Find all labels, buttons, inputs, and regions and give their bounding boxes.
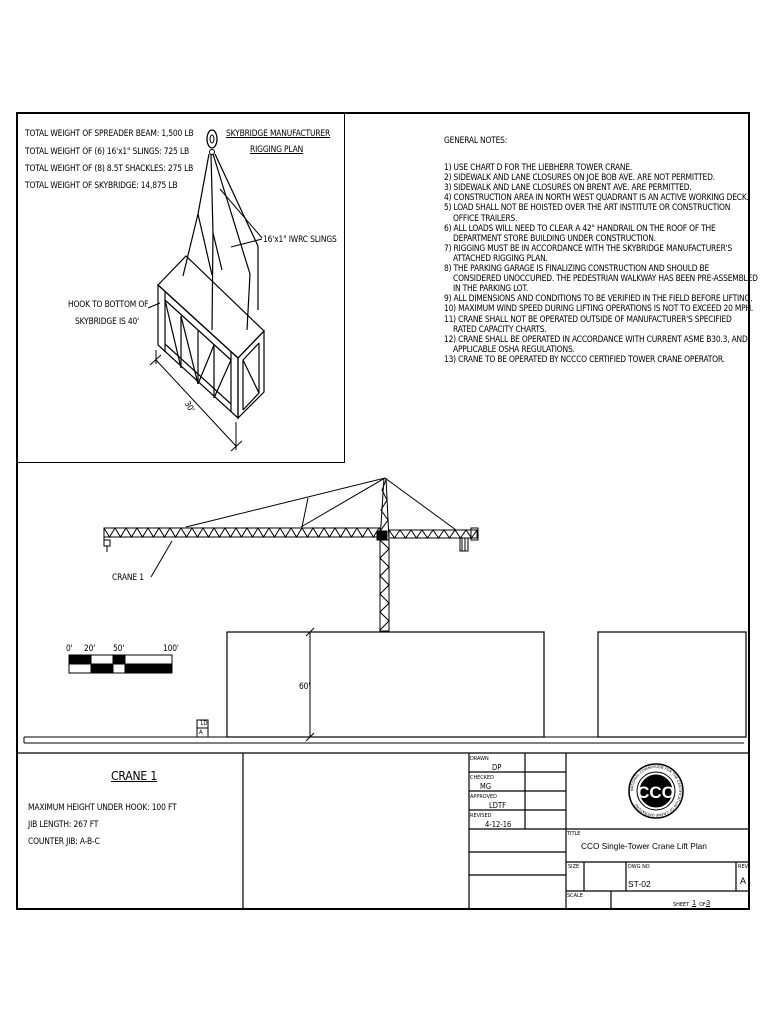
approved-value: LDTF — [489, 801, 506, 810]
weight-slings: TOTAL WEIGHT OF (6) 16'x1" SLINGS: 725 LB — [25, 146, 190, 156]
general-note-item: 6) ALL LOADS WILL NEED TO CLEAR A 42" HANDRAIL ON THE ROOF OF THE — [444, 222, 716, 233]
marker-bottom-label: A — [199, 729, 203, 736]
scale-label-0: 0' — [66, 643, 73, 653]
general-note-item: 5) LOAD SHALL NOT BE HOISTED OVER THE ART INSTITUTE OR CONSTRUCTION — [444, 202, 731, 213]
general-note-continuation: IN THE PARKING LOT. — [453, 283, 529, 294]
scale-label-20: 20' — [84, 643, 96, 653]
scale-label: SCALE — [567, 893, 583, 899]
checked-label: CHECKED — [470, 775, 494, 781]
approved-label: APPROVED — [470, 794, 497, 800]
logo-text: CCO — [637, 783, 675, 802]
title-label: TITLE — [567, 831, 581, 837]
revised-value: 4-12-16 — [485, 820, 512, 829]
weight-shackles: TOTAL WEIGHT OF (8) 8.5T SHACKLES: 275 LB — [25, 163, 194, 173]
sheet-number: 1 — [692, 898, 697, 907]
weight-spreader-beam: TOTAL WEIGHT OF SPREADER BEAM: 1,500 LB — [25, 128, 194, 138]
tower-crane-elevation — [104, 478, 478, 631]
skybridge-length-label: 30' — [182, 399, 197, 414]
rigging-plan-title-line1: SKYBRIDGE MANUFACTURER — [226, 128, 331, 138]
sheet-label: SHEET — [673, 902, 690, 908]
general-note-item: 11) CRANE SHALL NOT BE OPERATED OUTSIDE OF MANUFACTURER'S SPECIFIED — [444, 313, 732, 324]
hook-height-label-line1: HOOK TO BOTTOM OF — [68, 299, 149, 309]
general-note-continuation: RATED CAPACITY CHARTS. — [453, 323, 547, 334]
general-note-item: 1) USE CHART D FOR THE LIEBHERR TOWER CRANE. — [444, 162, 633, 173]
ground-line — [24, 737, 744, 743]
general-note-item: 3) SIDEWALK AND LANE CLOSURES ON BRENT AVE. ARE PERMITTED. — [444, 182, 692, 193]
general-note-item: 10) MAXIMUM WIND SPEED DURING LIFTING OPERATIONS IS NOT TO EXCEED 20 MPH. — [444, 303, 754, 314]
general-note-continuation: DEPARTMENT STORE BUILDING UNDER CONSTRUCTION. — [453, 232, 656, 243]
rev-value: A — [740, 876, 747, 886]
drawing-title: CCO Single-Tower Crane Lift Plan — [581, 841, 707, 851]
slings-label: 16'x1" IWRC SLINGS — [263, 234, 337, 244]
general-note-item: 9) ALL DIMENSIONS AND CONDITIONS TO BE VERIFIED IN THE FIELD BEFORE LIFTING. — [444, 293, 753, 304]
crane-info-heading: CRANE 1 — [111, 769, 158, 783]
general-note-continuation: ATTACHED RIGGING PLAN. — [453, 252, 548, 263]
general-note-item: 13) CRANE TO BE OPERATED BY NCCCO CERTIFIED TOWER CRANE OPERATOR. — [444, 353, 725, 364]
rigging-plan-title-line2: RIGGING PLAN — [250, 144, 304, 154]
hook-height-label-line2: SKYBRIDGE IS 40' — [75, 316, 140, 326]
sheet-total: 3 — [706, 898, 711, 907]
general-note-continuation: CONSIDERED UNOCCUPIED. THE PEDESTRIAN WALKWAY HAS BEEN PRE-ASSEMBLED — [453, 273, 758, 284]
skybridge-truss — [158, 256, 264, 418]
logo-ring-text: NATIONAL COMMISSION FOR THE CERTIFICATION OF CRANE OPERATORS — [629, 764, 683, 818]
general-note-item: 12) CRANE SHALL BE OPERATED IN ACCORDANCE WITH CURRENT ASME B30.3, AND — [444, 333, 748, 344]
graphic-scale-bar — [69, 655, 172, 673]
buildings — [197, 632, 746, 737]
crane-counter-jib: COUNTER JIB: A-B-C — [28, 836, 100, 846]
size-label: SIZE — [568, 864, 580, 870]
general-note-item: 7) RIGGING MUST BE IN ACCORDANCE WITH THE SKYBRIDGE MANUFACTURER'S — [444, 242, 733, 253]
crane-1-label: CRANE 1 — [112, 572, 144, 582]
weight-skybridge: TOTAL WEIGHT OF SKYBRIDGE: 14,875 LB — [25, 180, 178, 190]
general-note-item: 4) CONSTRUCTION AREA IN NORTH WEST QUADRANT IS AN ACTIVE WORKING DECK. — [444, 192, 749, 203]
crane-jib-length: JIB LENGTH: 267 FT — [28, 819, 99, 829]
dwg-no-value: ST-02 — [628, 879, 651, 889]
drawn-value: DP — [492, 763, 502, 772]
rigging-slings — [183, 154, 258, 330]
revised-label: REVISED — [470, 813, 492, 819]
building-height-label: 60' — [299, 681, 311, 691]
general-note-continuation: APPLICABLE OSHA REGULATIONS. — [453, 343, 575, 354]
marker-top-label: 1D — [200, 720, 208, 727]
scale-label-50: 50' — [113, 643, 125, 653]
general-notes-title: GENERAL NOTES: — [444, 135, 508, 145]
crane-max-height: MAXIMUM HEIGHT UNDER HOOK: 100 FT — [28, 802, 177, 812]
general-note-continuation: OFFICE TRAILERS. — [453, 212, 518, 223]
rev-label: REV — [738, 864, 748, 870]
scale-label-100: 100' — [163, 643, 179, 653]
dwg-no-label: DWG NO — [628, 864, 650, 870]
general-note-item: 8) THE PARKING GARAGE IS FINALIZING CONSTRUCTION AND SHOULD BE — [444, 263, 710, 274]
checked-value: MG — [480, 782, 492, 791]
crane-hook-icon — [207, 130, 217, 155]
general-note-item: 2) SIDEWALK AND LANE CLOSURES ON JOE BOB AVE. ARE NOT PERMITTED. — [444, 172, 715, 183]
drawn-label: DRAWN — [470, 756, 489, 762]
sheet-of-label: OF — [699, 902, 706, 908]
